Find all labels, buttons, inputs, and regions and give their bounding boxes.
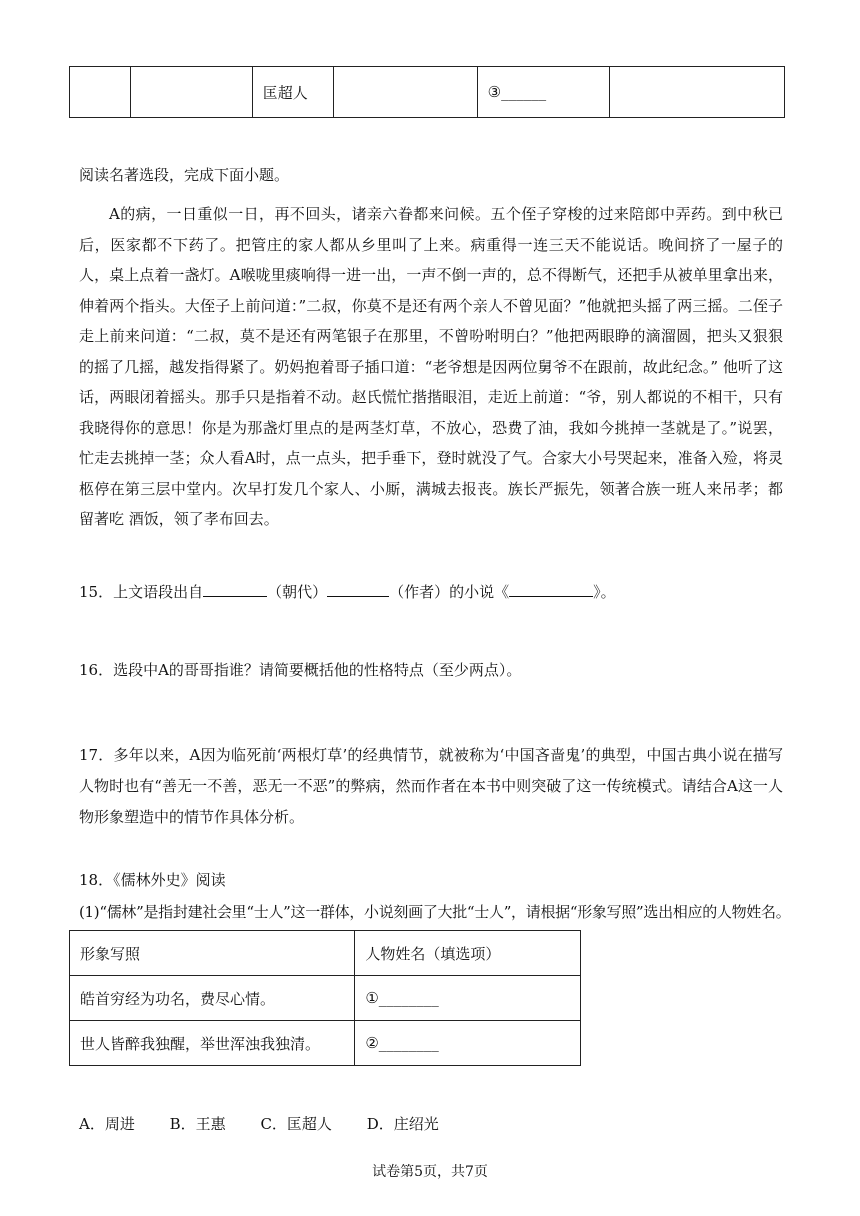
question-18-sub1: (1)“儒林”是指封建社会里“士人”这一群体，小说刻画了大批“士人”，请根据“形象写照”选出相应的人物姓名。 [79,903,791,921]
answer-cell[interactable]: ①________ [355,976,581,1021]
table-cell [70,67,131,118]
table-cell [131,67,253,118]
table-header-cell: 人物姓名（填选项） [355,931,581,976]
reading-passage: A的病，一日重似一日，再不回头，诸亲六眷都来问候。五个侄子穿梭的过来陪郎中弄药。到中秋已后，医家都不下药了。把管庄的家人都从乡里叫了上来。病重得一连三天不能说话。晚间挤了一屋子的人，桌上点着一盏灯。A喉咙里痰响得一进一出，一声不倒一声的，总不得断气，还把手从被单里拿出来，伸着两个指头。大侄子上前问道：”二叔，你莫不是还有两个亲人不曾见面？”他就把头摇了两三摇。二侄子走上前来问道：“二叔，莫不是还有两笔银子在那里，不曾吩咐明白？”他把两眼睁的滴溜圆，把头又狠狠的摇了几摇，越发指得紧了。奶妈抱着哥子插口道：“老爷想是因两位舅爷不在跟前，故此纪念。” 他听了这话，两眼闭着摇头。那手只是指着不动。赵氏慌忙揩揩眼泪，走近上前道：“爷，别人都说的不相干，只有我晓得你的意思！你是为那盏灯里点的是两茎灯草，不放心，恐费了油，我如今挑掉一茎就是了。”说罢，忙走去挑掉一茎；众人看A时，点一点头，把手垂下，登时就没了气。合家大小号哭起来，准备入殓，将灵柩停在第三层中堂内。次早打发几个家人、小厮，满城去报丧。族长严振先，领著合族一班人来吊孝；都留著吃 酒饭，领了孝布回去。 [79,205,783,528]
table-row [70,976,581,1021]
novel-title-blank[interactable] [509,580,593,597]
dynasty-blank[interactable] [203,580,267,597]
option-d: D．庄绍光 [366,1115,439,1133]
q15-part1: （朝代） [267,583,328,601]
author-blank[interactable] [327,580,389,597]
page-footer: 试卷第5页，共7页 [372,1164,488,1180]
option-b: B．王惠 [169,1115,226,1133]
question-15 [79,580,799,603]
answer-options [79,1113,799,1135]
question-16: 16．选段中A的哥哥指谁？请简要概括他的性格特点（至少两点）。 [79,661,522,679]
character-table [69,930,581,1066]
table-cell: 皓首穷经为功名，费尽心情。 [70,976,355,1021]
table-row [70,931,581,976]
table-cell: 世人皆醉我独醒，举世浑浊我独清。 [70,1021,355,1066]
table-cell [334,67,478,118]
q15-prefix: 15．上文语段出自 [79,583,204,601]
q15-part2: （作者）的小说《 [389,583,510,601]
option-a: A．周进 [79,1115,135,1133]
question-17: 17．多年以来，A因为临死前‘两根灯草’的经典情节，就被称为‘中国吝啬鬼’的典型，中国古典小说在描写人物时也有“善无一不善，恶无一不恶”的弊病，然而作者在本书中则突破了这一传统模式。请结合A这一人物形象塑造中的情节作具体分析。 [79,746,783,826]
top-answer-table [69,66,785,118]
table-header-cell: 形象写照 [70,931,355,976]
question-18-title: 18．《儒林外史》阅读 [79,871,226,889]
table-cell [610,67,785,118]
table-cell: 匡超人 [252,67,333,118]
table-cell: ③______ [477,67,610,118]
table-row [70,67,785,118]
option-c: C．匡超人 [260,1115,332,1133]
table-row [70,1021,581,1066]
section-intro: 阅读名著选段，完成下面小题。 [79,166,290,184]
q15-suffix: 》。 [593,583,616,601]
answer-cell[interactable]: ②________ [355,1021,581,1066]
